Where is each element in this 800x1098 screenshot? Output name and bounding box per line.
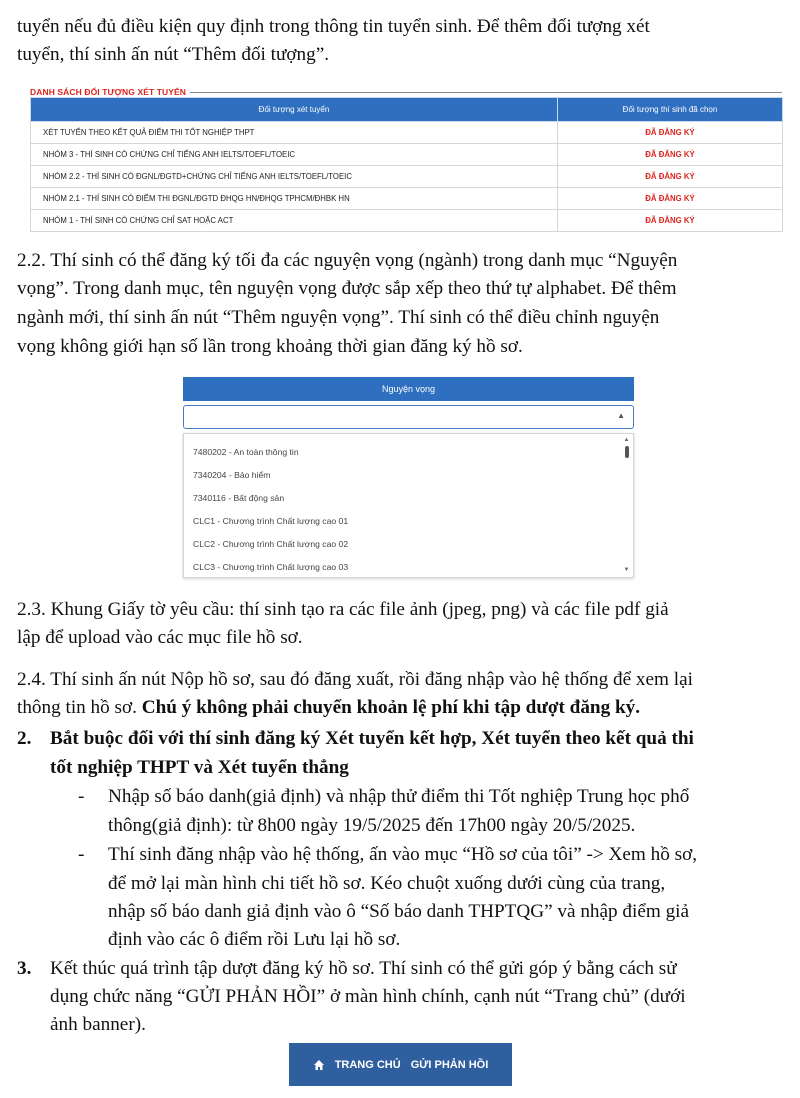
- subject-cell: NHÓM 1 - THÍ SINH CÓ CHỨNG CHỈ SAT HOẶC ACT: [31, 210, 558, 232]
- bullet-dash: -: [78, 786, 85, 807]
- wish-option[interactable]: 7480202 - An toàn thông tin: [193, 447, 299, 457]
- col-header-subject: Đối tượng xét tuyển: [31, 98, 558, 122]
- section-2-4-line-2: [17, 695, 783, 722]
- home-label: TRANG CHỦ: [334, 1058, 401, 1071]
- bullet-2-line-3: nhập số báo danh giả định vào ô “Số báo danh THPTQG” và nhập điểm giả: [108, 901, 690, 922]
- subject-cell: NHÓM 3 - THÍ SINH CÓ CHỨNG CHỈ TIẾNG ANH IELTS/TOEFL/TOEIC: [31, 144, 558, 166]
- status-cell: ĐÃ ĐĂNG KÝ: [558, 122, 783, 144]
- bullet-1-line-2: thông(giả định): từ 8h00 ngày 19/5/2025 đến 17h00 ngày 20/5/2025.: [108, 815, 636, 836]
- subject-cell: XÉT TUYỂN THEO KẾT QUẢ ĐIỂM THI TỐT NGHIỆP THPT: [31, 122, 558, 144]
- options-scrollbar[interactable]: [623, 437, 630, 574]
- home-icon: [313, 1059, 325, 1071]
- table-row[interactable]: [31, 144, 783, 166]
- item-2-line-1: Bắt buộc đối với thí sinh đăng ký Xét tuyển kết hợp, Xét tuyển theo kết quả thi: [50, 728, 694, 749]
- feedback-button[interactable]: GỬI PHẢN HỒI: [410, 1058, 489, 1071]
- wish-option[interactable]: CLC3 - Chương trình Chất lượng cao 03: [193, 562, 349, 572]
- wish-option[interactable]: 7340116 - Bất động sản: [193, 493, 285, 503]
- section-2-3-line-2: lập để upload vào các mục file hồ sơ.: [17, 627, 303, 648]
- wishes-select-input[interactable]: [183, 405, 634, 429]
- status-cell: ĐÃ ĐĂNG KÝ: [558, 166, 783, 188]
- table-row[interactable]: [31, 166, 783, 188]
- intro-line-1: tuyển nếu đủ điều kiện quy định trong thông tin tuyển sinh. Để thêm đối tượng xét: [17, 16, 650, 37]
- col-header-status: Đối tượng thí sinh đã chọn: [558, 98, 783, 122]
- table-header-row: [31, 98, 783, 122]
- section-2-2-line-1: 2.2. Thí sinh có thể đăng ký tối đa các nguyện vọng (ngành) trong danh mục “Nguyện: [17, 250, 678, 271]
- home-button[interactable]: [313, 1059, 401, 1071]
- bullet-1-line-1: Nhập số báo danh(giả định) và nhập thử điểm thi Tốt nghiệp Trung học phổ: [108, 786, 690, 807]
- wishes-header: Nguyện vọng: [183, 377, 634, 401]
- intro-line-2: tuyển, thí sinh ấn nút “Thêm đối tượng”.: [17, 44, 330, 65]
- subjects-table-title: DANH SÁCH ĐỐI TƯỢNG XÉT TUYỂN: [30, 87, 187, 97]
- caret-up-icon[interactable]: ▲: [617, 411, 625, 420]
- status-cell: ĐÃ ĐĂNG KÝ: [558, 144, 783, 166]
- item-3-line-2: dụng chức năng “GỬI PHẢN HỒI” ở màn hình chính, cạnh nút “Trang chủ” (dưới: [50, 986, 686, 1007]
- item-2-line-2: tốt nghiệp THPT và Xét tuyển thẳng: [50, 757, 349, 778]
- subjects-table-panel: [30, 88, 782, 232]
- item-3-line-3: ảnh banner).: [50, 1014, 146, 1035]
- subject-cell: NHÓM 2.2 - THÍ SINH CÓ ĐGNL/ĐGTD+CHỨNG CHỈ TIẾNG ANH IELTS/TOEFL/TOEIC: [31, 166, 558, 188]
- section-2-4-plain: thông tin hồ sơ.: [17, 697, 142, 718]
- wish-option[interactable]: CLC2 - Chương trình Chất lượng cao 02: [193, 539, 349, 549]
- title-divider: [190, 92, 782, 93]
- bullet-2-line-4: định vào các ô điểm rồi Lưu lại hồ sơ.: [108, 929, 401, 950]
- status-cell: ĐÃ ĐĂNG KÝ: [558, 188, 783, 210]
- section-2-4-note: Chú ý không phải chuyển khoản lệ phí khi tập dượt đăng ký.: [141, 697, 641, 718]
- scroll-down-icon[interactable]: ▼: [623, 567, 630, 573]
- section-2-2-line-2: vọng”. Trong danh mục, tên nguyện vọng được sắp xếp theo thứ tự alphabet. Để thêm: [17, 278, 677, 299]
- item-3-line-1: Kết thúc quá trình tập dượt đăng ký hồ sơ. Thí sinh có thể gửi góp ý bằng cách sử: [50, 958, 677, 979]
- nav-banner: [289, 1043, 512, 1086]
- subjects-table: [30, 97, 783, 232]
- item-2-number: 2.: [17, 728, 32, 749]
- bullet-dash: -: [78, 844, 85, 865]
- scroll-up-icon[interactable]: ▲: [623, 437, 630, 443]
- item-3-number: 3.: [17, 958, 32, 979]
- section-2-2-line-3: ngành mới, thí sinh ấn nút “Thêm nguyện vọng”. Thí sinh có thể điều chỉnh nguyện: [17, 307, 660, 328]
- wish-option[interactable]: 7340204 - Bảo hiểm: [193, 470, 271, 480]
- section-2-3-line-1: 2.3. Khung Giấy tờ yêu cầu: thí sinh tạo ra các file ảnh (jpeg, png) và các file pdf giả: [17, 599, 669, 620]
- bullet-2-line-1: Thí sinh đăng nhập vào hệ thống, ấn vào mục “Hồ sơ của tôi” -> Xem hồ sơ,: [108, 844, 698, 865]
- status-cell: ĐÃ ĐĂNG KÝ: [558, 210, 783, 232]
- subject-cell: NHÓM 2.1 - THÍ SINH CÓ ĐIỂM THI ĐGNL/ĐGTD ĐHQG HN/ĐHQG TPHCM/ĐHBK HN: [31, 188, 558, 210]
- table-row[interactable]: [31, 210, 783, 232]
- subjects-table-title-bar: [30, 88, 782, 97]
- scroll-thumb[interactable]: [625, 446, 629, 458]
- table-row[interactable]: [31, 188, 783, 210]
- bullet-2-line-2: để mở lại màn hình chi tiết hồ sơ. Kéo chuột xuống dưới cùng của trang,: [108, 873, 666, 894]
- wishes-dropdown: [183, 377, 634, 578]
- section-2-2-line-4: vọng không giới hạn số lần trong khoảng thời gian đăng ký hồ sơ.: [17, 336, 523, 357]
- table-row[interactable]: [31, 122, 783, 144]
- wish-option[interactable]: CLC1 - Chương trình Chất lượng cao 01: [193, 516, 349, 526]
- wishes-options-list: [183, 433, 634, 578]
- section-2-4-line-1: 2.4. Thí sinh ấn nút Nộp hồ sơ, sau đó đăng xuất, rồi đăng nhập vào hệ thống để xem lại: [17, 669, 693, 690]
